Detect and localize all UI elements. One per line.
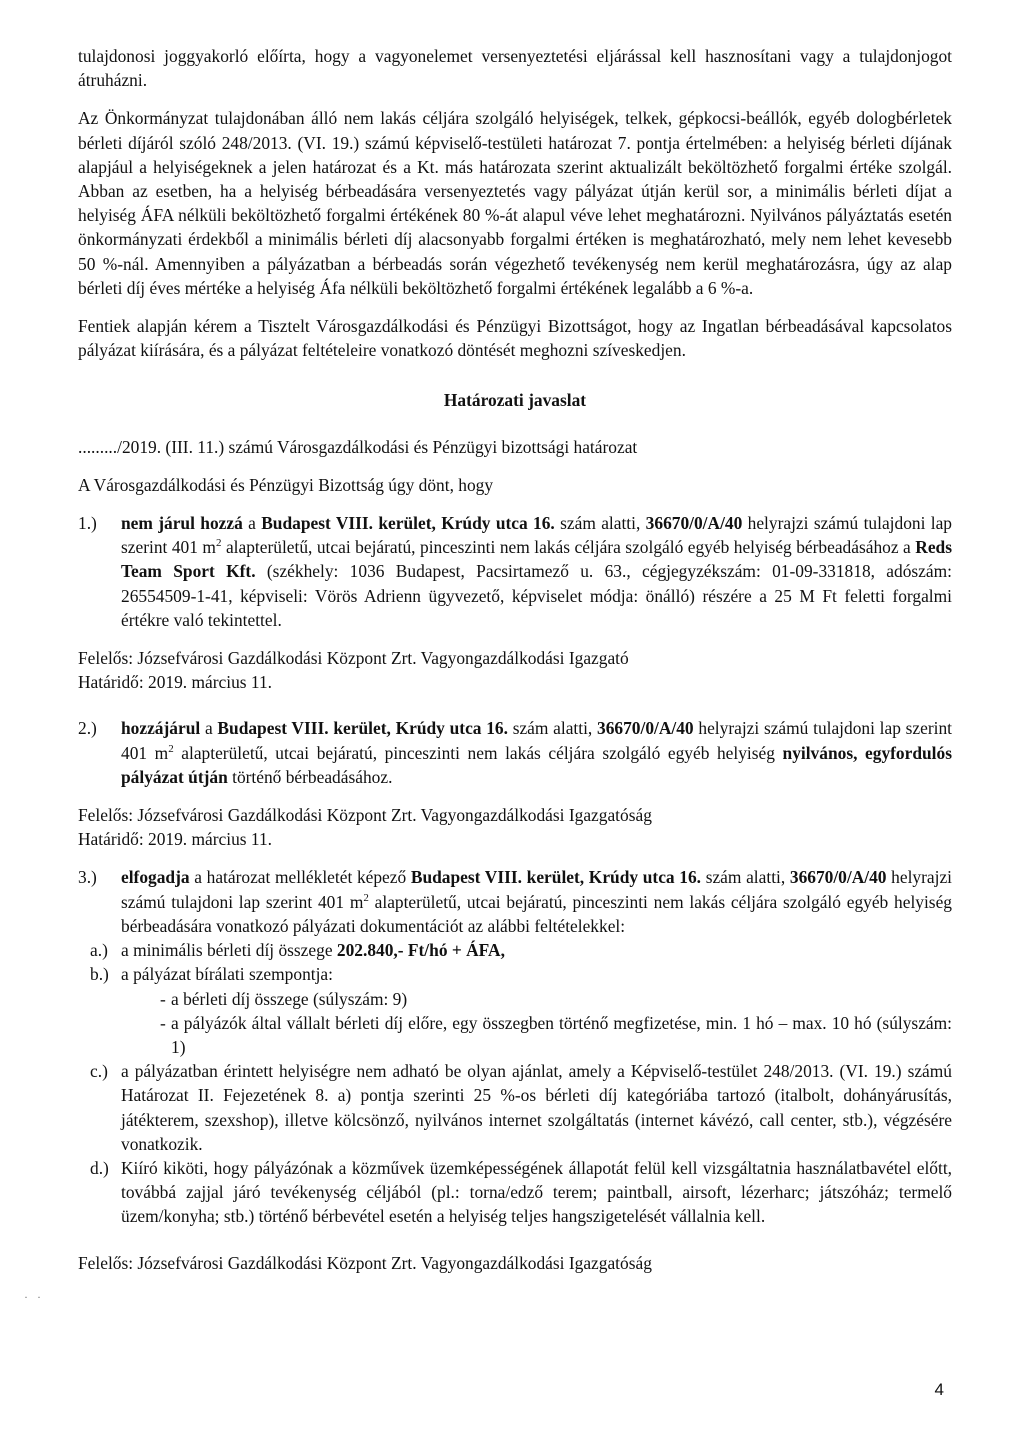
resolution-item-2: 2.) hozzájárul a Budapest VIII. kerület, Krúdy utca 16. szám alatti, 36670/0/A/40 helyrajzi számú tulajdoni lap szerint 401 $m^2$ alapterületű, utcai bejáratú, pinceszinti nem lakás céljára szolgáló egyéb helyiség nyilvános, egyfordulós pályázat útján történő bérbeadásához.: [78, 718, 953, 787]
condition-c: c.) a pályázatban érintett helyiségre nem adható be olyan ajánlat, amely a Képviselő-testület 248/2013. (VI. 19.) számú Határozat II. Fejezetének 8. a) pontja szerinti 25 %-os bérleti díj kategóriába tartozó (italbolt, dohányárusítás, játékterem, szexshop), illetve kölcsönző, nyilvános internet szolgáltatás (internet kávézó, call center, stb.), végzésére vonatkozik.: [90, 1061, 952, 1154]
condition-label: c.): [90, 1061, 108, 1082]
property-address: Budapest VIII. kerület, Krúdy utca 16.: [217, 718, 508, 739]
condition-d: d.) Kiíró kiköti, hogy pályázónak a közművek üzemképességének állapotát felül kell vizsgáltatnia használatbavétel előtt, továbbá zajjal járó tevékenység céljából (pl.: torna/edző terem; paintball, airsoft, lézerharc; játszóház; termelő üzem/konyha; stb.) történő bérbevétel esetén a helyiség teljes hangszigetelését vállalnia kell.: [90, 1157, 952, 1227]
resolution-item-1: 1.) nem járul hozzá a Budapest VIII. kerület, Krúdy utca 16. szám alatti, 36670/0/A/40 helyrajzi számú tulajdoni lap szerint 401 $m^2$ alapterületű, utcai bejáratú, pinceszinti nem lakás céljára szolgáló egyéb helyiség bérbeadásához a Reds Team Sport Kft. (székhely: 1036 Budapest, Pacsirtamező u. 63., cégjegyzékszám: 01-09-331818, adószám: 26554509-1-41, képviseli: Vörös Adrienn ügyvezető, képviselet módja: önálló) részére a 25 M Ft feletti forgalmi értékre való tekintettel.: [78, 513, 953, 630]
deadline-1: Határidő: 2019. március 11.: [78, 672, 272, 693]
item-verb: hozzájárul: [121, 718, 201, 739]
intro-paragraph-2: Fentiek alapján kérem a Tisztelt Városgazdálkodási és Pénzügyi Bizottságot, hogy az Ingatlan bérbeadásával kapcsolatos pályázat kiírására, és a pályázat feltételeire vonatkozó döntését meghozni szíveskedjen.: [78, 316, 952, 361]
dash-bullet: -: [160, 988, 166, 1009]
responsible-1: Felelős: Józsefvárosi Gazdálkodási Központ Zrt. Vagyongazdálkodási Igazgató: [78, 648, 629, 669]
criterion-2: - a pályázók által vállalt bérleti díj előre, egy összegben történő megfizetése, min. 1 hó – max. 10 hó (súlyszám: 1): [160, 1012, 952, 1057]
item-verb: elfogadja: [121, 867, 190, 888]
property-address: Budapest VIII. kerület, Krúdy utca 16.: [410, 867, 702, 888]
lot-number: 36670/0/A/40: [597, 718, 694, 739]
item-number: 3.): [78, 867, 97, 888]
item-verb: nem járul hozzá: [121, 513, 243, 534]
page-number: 4: [934, 1380, 944, 1399]
condition-label: d.): [90, 1157, 109, 1178]
item-number: 1.): [78, 513, 97, 534]
minimum-rent: 202.840,- Ft/hó + ÁFA,: [336, 940, 505, 961]
deadline-2: Határidő: 2019. március 11.: [78, 829, 272, 850]
resolution-item-3: 3.) elfogadja a határozat mellékletét képező Budapest VIII. kerület, Krúdy utca 16. szám alatti, 36670/0/A/40 helyrajzi számú tulajdoni lap szerint 401 $m^2$ alapterületű, utcai bejáratú, pinceszinti nem lakás céljára szolgáló egyéb helyiség bérbeadására vonatkozó pályázati dokumentációt az alábbi feltételekkel:: [78, 867, 952, 936]
property-address: Budapest VIII. kerület, Krúdy utca 16.: [261, 513, 555, 534]
resolution-number: ........./2019. (III. 11.) számú Városgazdálkodási és Pénzügyi bizottsági határozat: [78, 436, 638, 457]
condition-b: b.) a pályázat bírálati szempontja:: [78, 962, 952, 986]
condition-label: a.): [90, 940, 108, 961]
criterion-1: - a bérleti díj összege (súlyszám: 9): [78, 987, 952, 1011]
intro-paragraph-1: Az Önkormányzat tulajdonában álló nem lakás céljára szolgáló helyiségek, telkek, gépkocsi-beállók, egyéb dologbérletek bérleti díjáról szóló 248/2013. (VI. 19.) számú képviselő-testületi határozat 7. pontja értelmében: a helyiség bérleti díjának alapjául a helyiségeknek a jelen határozat és a Kt. más határozata szerint aktualizált beköltözhető forgalmi értéke szolgál. Abban az esetben, ha a helyiség bérbeadására versenyeztetés vagy pályázat útján kerül sor, a minimális bérleti díjat a helyiség ÁFA nélküli beköltözhető forgalmi értékének 80 %-át alapul véve lehet meghatározni. Nyilvános pályáztatás esetén önkormányzati érdekből a minimális bérleti díj alacsonyabb forgalmi értéken is meghatározható, mely nem lehet kevesebb 50 %-nál. Amennyiben a pályázatban a bérbeadás során végezhető tevékenység nem kerül meghatározásra, úgy az alap bérleti díj éves mértéke a helyiség Áfa nélküli beköltözhető forgalmi értékének legalább a 6 %-a.: [78, 108, 952, 298]
lot-number: 36670/0/A/40: [789, 867, 887, 888]
decision-intro: A Városgazdálkodási és Pénzügyi Bizottság úgy dönt, hogy: [78, 474, 494, 495]
lot-number: 36670/0/A/40: [645, 513, 743, 534]
scan-smudge: · ·: [24, 1290, 44, 1304]
responsible-3: Felelős: Józsefvárosi Gazdálkodási Központ Zrt. Vagyongazdálkodási Igazgatóság: [78, 1252, 652, 1273]
intro-paragraph-0: tulajdonosi joggyakorló előírta, hogy a vagyonelemet versenyeztetési eljárással kell hasznosítani vagy a tulajdonjogot átruházni.: [78, 46, 952, 91]
tender-type: nyilvános, egyfordulós pályázat útján: [121, 742, 952, 787]
responsible-2: Felelős: Józsefvárosi Gazdálkodási Központ Zrt. Vagyongazdálkodási Igazgatóság: [78, 805, 652, 826]
dash-bullet: -: [160, 1012, 166, 1033]
company-name: Reds Team Sport Kft.: [121, 537, 952, 582]
section-title: Határozati javaslat: [443, 390, 587, 411]
condition-label: b.): [90, 964, 109, 985]
condition-a: a.) a minimális bérleti díj összege 202.840,- Ft/hó + ÁFA,: [78, 938, 952, 962]
item-number: 2.): [78, 718, 97, 739]
document-page: [78, 44, 952, 1275]
